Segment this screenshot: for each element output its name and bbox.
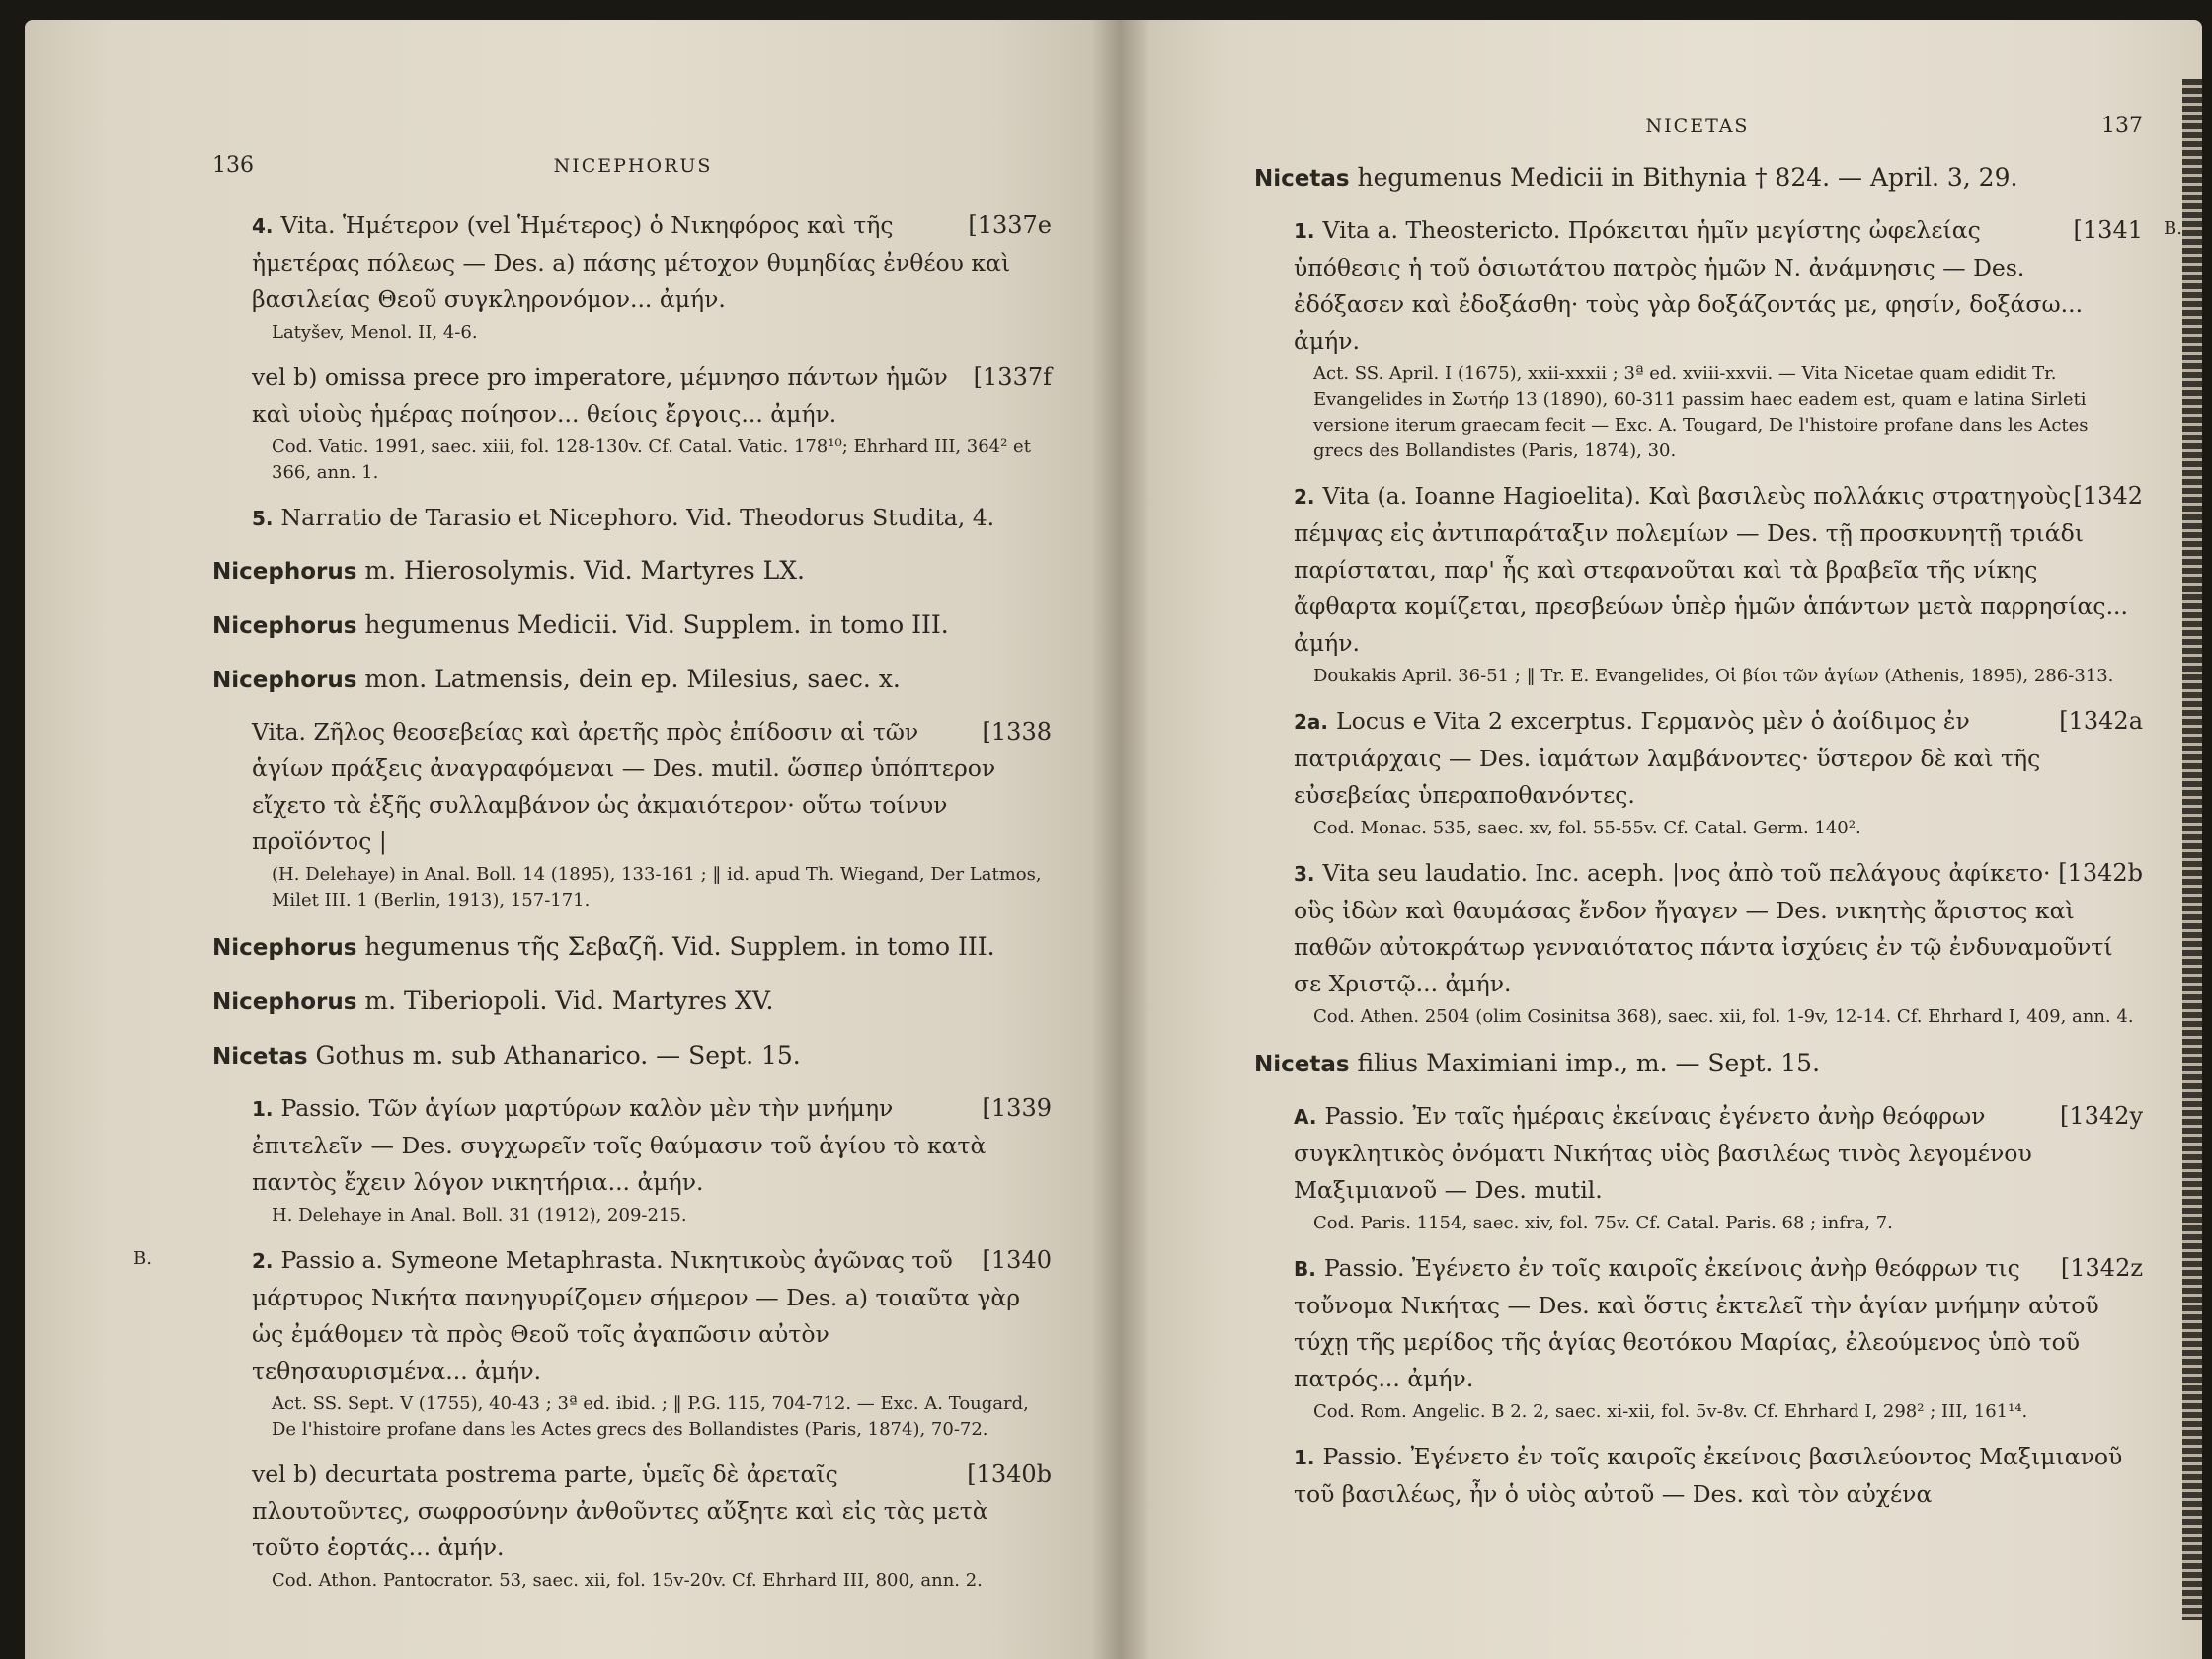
heading-text: hegumenus Medicii in Bithynia † 824. — April. 3, 29. — [1357, 163, 2018, 192]
entry-text — [212, 359, 1052, 433]
entry-body: vel b) omissa prece pro imperatore, μέμνησο πάντων ἡμῶν καὶ υἱοὺς ἡμέρας ποίησον... θείοις ἔργοις... ἀμήν. — [252, 363, 948, 428]
entry-body: Passio. Ἐν ταῖς ἡμέραις ἐκείναις ἐγένετο ἀνὴρ θεόφρων συγκλητικὸς ὀνόματι Νικήτας υἱὸς βασιλέως τινὸς λεγομένου Μαξιμιανοῦ — Des. mutil. — [1294, 1102, 2032, 1204]
entry-number: 1. — [1294, 1446, 1315, 1469]
entry-text — [1254, 212, 2143, 359]
entry-number: 2. — [252, 1249, 274, 1273]
bhg-number: [1340b — [967, 1461, 1052, 1488]
entry — [212, 927, 1052, 968]
heading-text: m. Hierosolymis. Vid. Martyres LX. — [364, 556, 805, 585]
running-title: NICETAS — [1645, 116, 1750, 137]
entry — [212, 207, 1052, 346]
entry — [1254, 703, 2143, 841]
entry-text — [212, 1457, 1052, 1566]
entry — [1254, 212, 2182, 464]
bhg-number: [1341 — [2073, 216, 2143, 244]
bibliographic-reference: Cod. Rom. Angelic. B 2. 2, saec. xi-xii, fol. 5v-8v. Cf. Ehrhard I, 298² ; III, 161¹⁴. — [1313, 1401, 2028, 1422]
entry-heading — [212, 982, 1052, 1022]
margin-note: B. — [133, 1248, 152, 1269]
entry — [212, 359, 1052, 486]
entry — [212, 551, 1052, 592]
book-gutter — [1091, 20, 1150, 1659]
entry-number: A. — [1294, 1105, 1317, 1129]
entry-body: Vita (a. Ioanne Hagioelita). Καὶ βασιλεὺς πολλάκις στρατηγοὺς πέμψας εἰς ἀντιπαράταξιν πολεμίων — Des. τῇ προσκυνητῇ τριάδι παρίσταται, παρ' ἧς καὶ στεφανοῦται καὶ τὰ βραβεῖα τῆς νίκης ἄφθαρτα κομίζεται, πρεσβεύων ὑπὲρ ἡμῶν ἁπάντων μετὰ παρρησίας... ἀμήν. — [1294, 482, 2128, 657]
bibliographic-reference: Cod. Paris. 1154, saec. xiv, fol. 75v. Cf. Catal. Paris. 68 ; infra, 7. — [1313, 1213, 1893, 1233]
bibliographic-reference: Cod. Athen. 2504 (olim Cosinitsa 368), saec. xii, fol. 1-9v, 12-14. Cf. Ehrhard I, 409, ann. 4. — [1313, 1006, 2134, 1027]
entry — [1254, 1044, 2143, 1084]
entry-heading — [212, 660, 1052, 700]
entry-body: Locus e Vita 2 excerptus. Γερμανὸς μὲν ὁ ἀοίδιμος ἐν πατριάρχαις — Des. ἰαμάτων λαμβάνοντες· ὕστερον δὲ καὶ τῆς εὐσεβείας ὑπεραποθανόντες. — [1294, 707, 2041, 809]
saint-name: Nicephorus — [212, 613, 357, 639]
bibliographic-reference: Act. SS. Sept. V (1755), 40-43 ; 3ª ed. ibid. ; ‖ P.G. 115, 704-712. — Exc. A. Tougard, De l'histoire profane dans les Actes grecs des Bollandistes (Paris, 1874), 70-72. — [272, 1393, 1029, 1440]
entry-body: Vita. Ζῆλος θεοσεβείας καὶ ἀρετῆς πρὸς ἐπίδοσιν αἱ τῶν ἁγίων πράξεις ἀναγραφόμεναι — Des. mutil. ὥσπερ ὑπόπτερον εἴχετο τὰ ἑξῆς συλλαμβάνον ὡς ἀκμαιότερον· οὕτω τοίνυν προϊόντος | — [252, 718, 996, 855]
entry — [212, 1457, 1052, 1594]
entry-heading — [212, 1036, 1052, 1076]
saint-name: Nicephorus — [212, 559, 357, 585]
entry-body: Vita seu laudatio. Inc. aceph. |νος ἀπὸ τοῦ πελάγους ἀφίκετο· οὓς ἰδὼν καὶ θαυμάσας ἔνδον ἤγαγεν — Des. νικητὴς ἄριστος καὶ παθῶν αὐτοκράτωρ γενναιότατος πάντα ἰσχύεις ἐν τῷ ἐνδυναμοῦντί σε Χριστῷ... ἀμήν. — [1294, 859, 2113, 997]
bhg-number: [1337f — [973, 363, 1052, 391]
entry — [133, 1242, 1052, 1443]
entry — [1254, 1250, 2143, 1425]
bibliographic-reference: Cod. Vatic. 1991, saec. xiii, fol. 128-130v. Cf. Catal. Vatic. 178¹⁰; Ehrhard III, 364² et 366, ann. 1. — [272, 436, 1031, 483]
left-page — [25, 20, 1121, 1659]
entries-left — [133, 207, 1052, 1594]
entry-number: 5. — [252, 507, 274, 530]
entry — [1254, 478, 2143, 689]
bhg-number: [1342 — [2073, 482, 2143, 510]
entry-text — [1254, 478, 2143, 662]
running-head-right — [1254, 114, 2143, 138]
entry — [1254, 158, 2143, 198]
entry-body: Passio. Τῶν ἁγίων μαρτύρων καλὸν μὲν τὴν μνήμην ἐπιτελεῖν — Des. συγχωρεῖν τοῖς θαύμασιν τοῦ ἁγίου τὸ κατὰ παντὸς ἔχειν λόγον νικητήρια... ἀμήν. — [252, 1094, 987, 1196]
entry-heading — [212, 927, 1052, 968]
heading-text: hegumenus Medicii. Vid. Supplem. in tomo III. — [364, 610, 949, 639]
bhg-number: [1342y — [2060, 1102, 2143, 1130]
page-edges — [2182, 79, 2202, 1620]
bibliographic-reference: Latyšev, Menol. II, 4-6. — [272, 322, 478, 343]
bhg-number: [1342a — [2059, 707, 2143, 735]
saint-name: Nicephorus — [212, 668, 357, 693]
entry — [212, 660, 1052, 700]
bhg-number: [1339 — [982, 1094, 1052, 1122]
entry-heading — [212, 551, 1052, 592]
entry-number: 2a. — [1294, 710, 1329, 734]
entry — [1254, 855, 2143, 1030]
entry-text — [212, 1242, 1052, 1389]
entry-text — [1254, 855, 2143, 1002]
bibliographic-reference: H. Delehaye in Anal. Boll. 31 (1912), 209-215. — [272, 1205, 687, 1225]
bhg-number: [1338 — [982, 718, 1052, 746]
bibliographic-reference: Cod. Athon. Pantocrator. 53, saec. xii, fol. 15v-20v. Cf. Ehrhard III, 800, ann. 2. — [272, 1570, 983, 1591]
bhg-number: [1340 — [982, 1246, 1052, 1274]
saint-name: Nicetas — [1254, 1052, 1350, 1077]
running-title: NICEPHORUS — [553, 155, 713, 177]
right-page — [1121, 20, 2202, 1659]
page-number: 136 — [212, 153, 254, 178]
entry-body: vel b) decurtata postrema parte, ὑμεῖς δὲ ἀρεταῖς πλουτοῦντες, σωφροσύνην ἀνθοῦντες αὔξητε καὶ εἰς τὰς μετὰ τοῦτο ἑορτάς... ἀμήν. — [252, 1461, 988, 1561]
entry-text — [212, 1090, 1052, 1201]
entry-number: 1. — [1294, 219, 1315, 243]
entry — [212, 1036, 1052, 1076]
entry-body: Passio. Ἐγένετο ἐν τοῖς καιροῖς ἐκείνοις βασιλεύοντος Μαξιμιανοῦ τοῦ βασιλέως, ἦν ὁ υἱὸς αὐτοῦ — Des. καὶ τὸν αὐχένα — [1294, 1443, 2123, 1508]
saint-name: Nicetas — [212, 1044, 308, 1069]
entry-text — [212, 500, 1052, 537]
entry-text — [212, 714, 1052, 860]
entry-text — [1254, 1439, 2143, 1513]
bibliographic-reference: Doukakis April. 36-51 ; ‖ Tr. E. Evangelides, Οἱ βίοι τῶν ἁγίων (Athenis, 1895), 286-313. — [1313, 666, 2114, 686]
entry — [1254, 1439, 2143, 1513]
entry — [212, 605, 1052, 646]
entries-right — [1254, 158, 2182, 1513]
heading-text: hegumenus τῆς Σεβαζῆ. Vid. Supplem. in tomo III. — [364, 932, 995, 961]
running-head-left — [212, 153, 1052, 178]
heading-text: Gothus m. sub Athanarico. — Sept. 15. — [315, 1041, 801, 1069]
bibliographic-reference: Act. SS. April. I (1675), xxii-xxxii ; 3ª ed. xviii-xxvii. — Vita Nicetae quam edidit Tr. Evangelides in Σωτήρ 13 (1890), 60-311 passim haec eadem est, quam e latina Sirleti versione iterum graecam fecit — Exc. A. Tougard, De l'histoire profane dans les Actes grecs des Bollandistes (Paris, 1874), 30. — [1313, 363, 2089, 461]
entry-number: 1. — [252, 1097, 274, 1121]
entry-heading — [1254, 1044, 2143, 1084]
saint-name: Nicephorus — [212, 989, 357, 1015]
entry-number: B. — [1294, 1257, 1316, 1281]
entry — [212, 714, 1052, 913]
entry-body: Vita a. Theosteriсto. Πρόκειται ἡμῖν μεγίστης ὠφελείας ὑπόθεσις ἡ τοῦ ὁσιωτάτου πατρὸς ἡμῶν Ν. ἀνάμνησις — Des. ἐδόξασεν καὶ ἐδοξάσθη· τοὺς γὰρ δοξάζοντάς με, φησίν, δοξάσω... ἀμήν. — [1294, 216, 2084, 355]
bhg-number: [1337e — [968, 211, 1052, 239]
entry-text — [1254, 1250, 2143, 1397]
entry-body: Narratio de Tarasio et Nicephoro. Vid. Theodorus Studita, 4. — [280, 504, 995, 531]
bibliographic-reference: Cod. Monac. 535, saec. xv, fol. 55-55v. Cf. Catal. Germ. 140². — [1313, 818, 1861, 838]
entry-heading — [1254, 158, 2143, 198]
saint-name: Nicetas — [1254, 166, 1350, 192]
entry — [212, 1090, 1052, 1228]
heading-text: mon. Latmensis, dein ep. Milesius, saec. x. — [364, 665, 901, 693]
entry — [1254, 1098, 2143, 1236]
bhg-number: [1342z — [2060, 1254, 2143, 1282]
entry-body: Vita. Ἡμέτερον (vel Ἡμέτερος) ὁ Νικηφόρος καὶ τῆς ἡμετέρας πόλεως — Des. a) πάσης μέτοχον θυμηδίας ἐνθέου καὶ βασιλείας Θεοῦ συγκληρονόμον... ἀμήν. — [252, 211, 1011, 313]
entry-body: Passio. Ἐγένετο ἐν τοῖς καιροῖς ἐκείνοις ἀνὴρ θεόφρων τις τοὔνομα Νικήτας — Des. καὶ ὅστις ἐκτελεῖ τὴν ἁγίαν μνήμην αὐτοῦ τύχῃ τῆς μερίδος τῆς ἁγίας θεοτόκου Μαρίας, ἐλεούμενος ὑπὸ τοῦ πατρός... ἀμήν. — [1294, 1254, 2099, 1392]
bhg-number: [1342b — [2058, 859, 2143, 887]
entry-number: 3. — [1294, 862, 1315, 886]
page-number: 137 — [2100, 114, 2143, 138]
entry — [212, 500, 1052, 537]
saint-name: Nicephorus — [212, 935, 357, 961]
entry-text — [1254, 703, 2143, 814]
entry-text — [212, 207, 1052, 318]
bibliographic-reference: (H. Delehaye) in Anal. Boll. 14 (1895), 133-161 ; ‖ id. apud Th. Wiegand, Der Latmos, Milet III. 1 (Berlin, 1913), 157-171. — [272, 864, 1042, 910]
entry-text — [1254, 1098, 2143, 1209]
entry-heading — [212, 605, 1052, 646]
heading-text: filius Maximiani imp., m. — Sept. 15. — [1357, 1049, 1821, 1077]
entry-number: 4. — [252, 214, 274, 238]
entry-body: Passio a. Symeone Metaphrasta. Νικητικοὺς ἀγῶνας τοῦ μάρτυρος Νικήτα πανηγυρίζομεν σήμερον — Des. a) τοιαῦτα γὰρ ὡς ἐμάθομεν τὰ πρὸς Θεοῦ τοῖς ἀγαπῶσιν αὐτὸν τεθησαυρισμένα... ἀμήν. — [252, 1246, 1021, 1384]
entry-number: 2. — [1294, 485, 1315, 509]
margin-note: B. — [2164, 218, 2182, 239]
entry — [212, 982, 1052, 1022]
heading-text: m. Tiberiopoli. Vid. Martyres XV. — [364, 987, 774, 1015]
